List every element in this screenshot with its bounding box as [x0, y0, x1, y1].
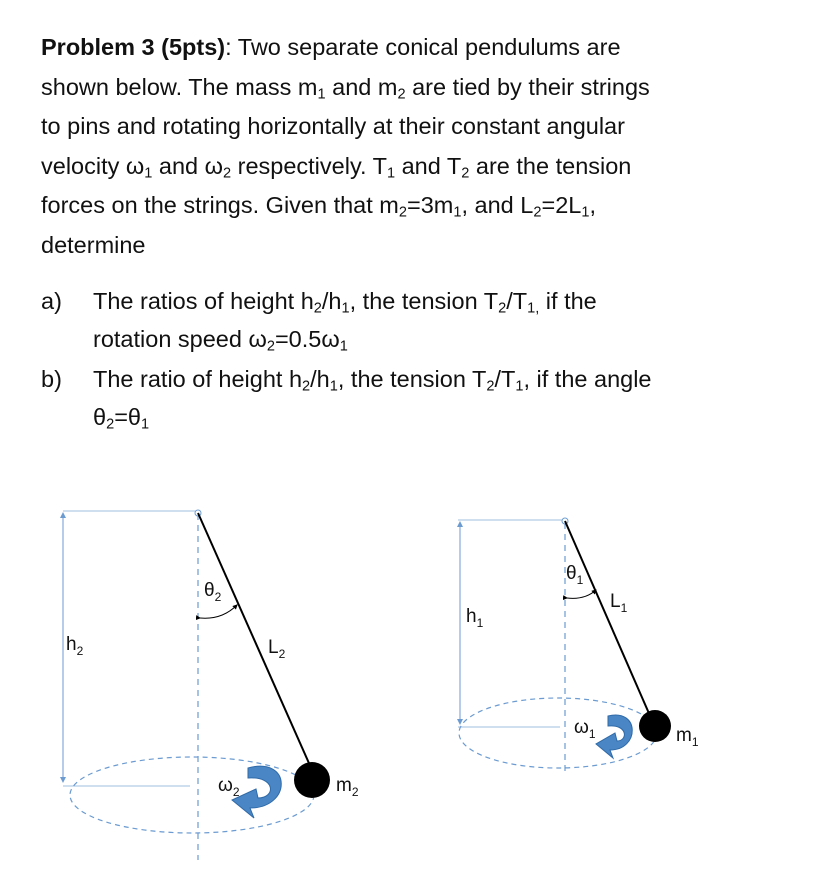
rotation-arrow-icon	[596, 715, 632, 758]
height-label: $h_1$	[466, 606, 484, 630]
pendulum-right	[458, 518, 699, 775]
angle-arc	[200, 605, 237, 618]
mass-label: $m_1$	[676, 725, 699, 749]
angle-arc	[567, 590, 596, 598]
mass-bob	[639, 710, 671, 742]
problem-line-5: forces on the strings. Given that $m_2=3m_1$, and $L_2=2L_1$,	[41, 192, 596, 221]
string	[198, 513, 312, 770]
string	[565, 521, 651, 718]
length-label: $L_1$	[610, 591, 628, 615]
height-label: $h_2$	[66, 634, 84, 658]
problem-line-3: to pins and rotating horizontally at their constant angular	[41, 113, 625, 139]
pendulum-left	[63, 510, 359, 860]
part-a-text: The ratios of height $h_2/h_1$, the tension $T_2/T_{1,}$ if the rotation speed $\omega_2=0.5\omega_1$	[93, 288, 597, 355]
mass-label: $m_2$	[336, 775, 359, 799]
angle-label: $\theta_1$	[566, 563, 584, 587]
part-a-label: a)	[41, 288, 62, 314]
problem-heading: Problem 3 (5pts)	[41, 34, 226, 60]
omega-label: $\omega_1$	[574, 717, 596, 741]
problem-line-4: velocity $\omega_1$ and $\omega_2$ respectively. $T_1$ and $T_2$ are the tension	[41, 152, 632, 182]
length-label: $L_2$	[268, 637, 286, 661]
problem-line-2: shown below. The mass $m_1$ and $m_2$ are tied by their strings	[41, 73, 650, 103]
omega-label: $\omega_2$	[218, 775, 240, 799]
angle-label: $\theta_2$	[204, 580, 222, 604]
mass-bob	[294, 762, 330, 798]
problem-line-1: Problem 3 (5pts): Two separate conical pendulums are	[41, 34, 621, 60]
part-b-text: The ratio of height $h_2/h_1$, the tension $T_2/T_1$, if the angle $\theta_2=\theta_1$	[93, 366, 652, 433]
problem-line-6: determine	[41, 231, 146, 258]
part-b-label: b)	[41, 366, 62, 392]
